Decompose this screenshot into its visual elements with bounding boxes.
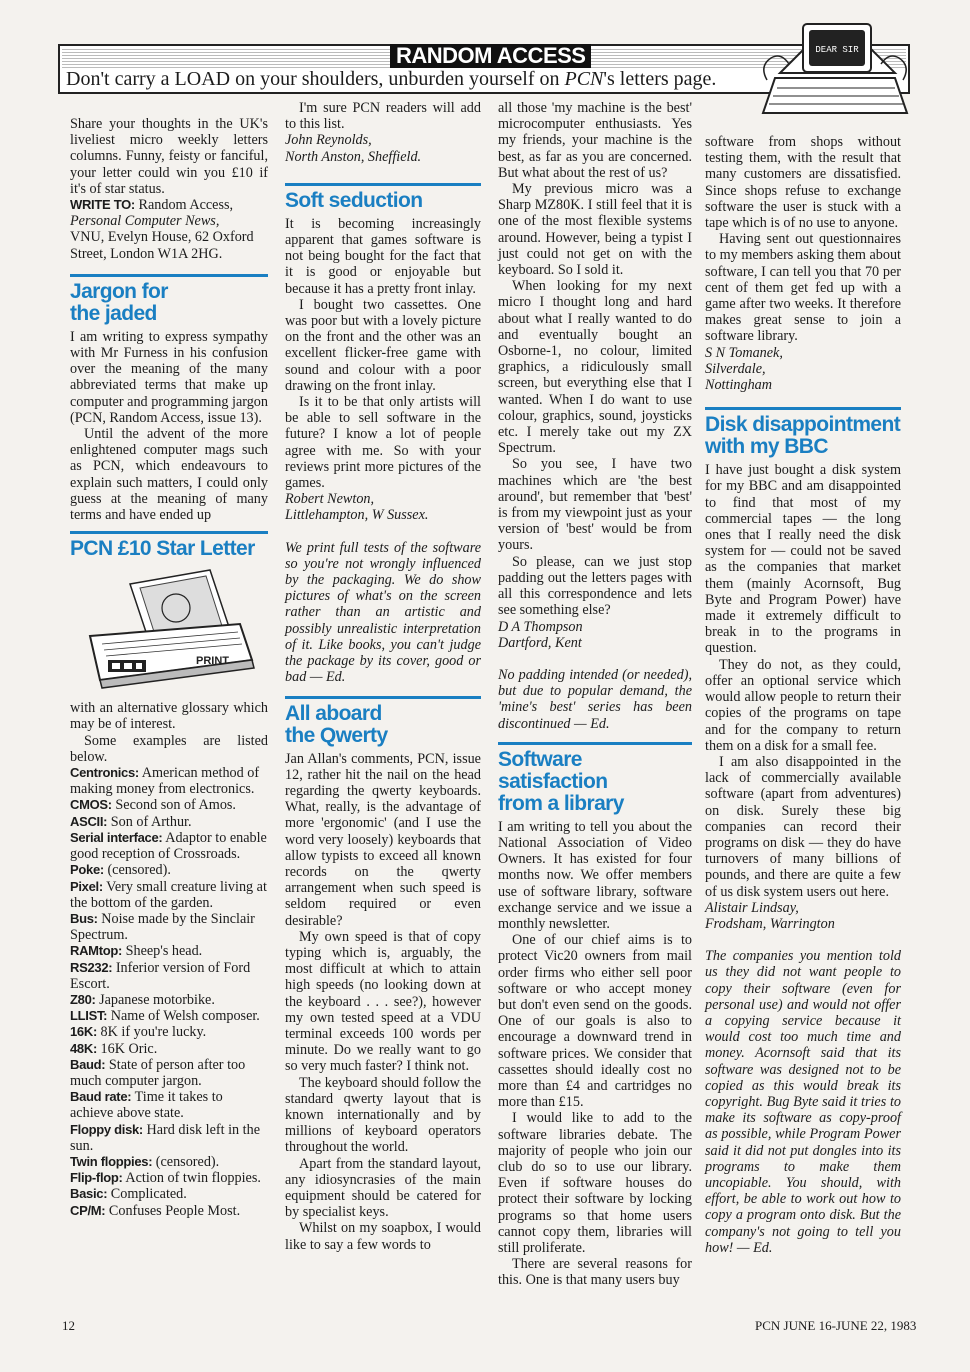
disk-p3: I am also disappointed in the lack of commercially available software (apart from adventures) on disk. Surely these big companies can record their programs on disk — they do have turnovers of many billions of pounds, and there are quite a few of us disk system users out here. [705, 753, 901, 900]
column-2 [285, 100, 481, 1253]
glossary-item: Z80: Japanese motorbike. [70, 991, 215, 1008]
qwerty-p5: Whilst on my soapbox, I would like to say a few words to [285, 1220, 481, 1253]
signature-name: S N Tomanek, [705, 344, 783, 361]
glossary-item: Serial interface: Adaptor to enable good reception of Crossroads. [70, 829, 267, 863]
glossary-item: Basic: Complicated. [70, 1186, 187, 1203]
heading-soft-seduction: Soft seduction [285, 188, 423, 212]
editor-reply: The companies you mention told us they did not want people to copy their software (even for personal use) and would not offer a copying service because it would cost too much time and money. Acornsoft said that its software was designed not to be copied as this would break its copyright. Bug Byte said it tries to make its software as copy-proof as possible, while Program Power said it did not put dongles into its programs to make them uncopiable. You should, with effort, be able to work out how to copy a program onto disk. But the company's not going to tell you how! — Ed. [705, 948, 901, 1256]
heading-jargon: Jargon for the jaded [70, 279, 168, 325]
rule [285, 696, 481, 699]
best-p1: all those 'my machine is the best' microcomputer enthusiasts. Yes my friends, your machine is the best, as far as you are concerned. But what about the rest of us? [498, 100, 692, 181]
signature-name: Robert Newton, [285, 491, 375, 508]
section-subtitle: Don't carry a LOAD on your shoulders, unburden yourself on PCN's letters page. [66, 68, 717, 90]
library-p3: I would like to add to the software libraries debate. The majority of people who join our club do so to use our library. Even if software houses do protect their software by locking programs so that home users cannot copy them, libraries will still proliferate. [498, 1110, 692, 1256]
star-p1: with an alternative glossary which may be of interest. [70, 700, 268, 733]
signature-name: D A Thompson [498, 618, 583, 635]
star-p2: Some examples are listed below. [70, 732, 268, 765]
soft-p3: Is it to be that only artists will be able to sell software in the future? I know a lot of people agree with me. So with your reviews print more pictures of the games. [285, 394, 481, 492]
qwerty-p2: My own speed is that of copy typing which is, arguably, the most difficult at which to attain high speeds (no looking down at the keyboard . . . see?), however my own tested speed at a VDU terminal exceeds 100 words per minute. Do we really want to go so very much faster? I think not. [285, 928, 481, 1075]
section-title: RANDOM ACCESS [390, 44, 591, 68]
star-continuation: I'm sure PCN readers will add to this list. [285, 100, 481, 133]
column-3 [498, 100, 692, 1289]
glossary-list [70, 765, 268, 1219]
library-cont-p1: software from shops without testing them, with the result that many customers are dissatisfied. Since shops refuse to exchange software the user is stuck with a tape which is of no use to anyone. [705, 134, 901, 232]
best-p3: When looking for my next micro I thought long and hard about what I really wanted to do and eventually bought an Osborne-1, no colour, limited graphics, a ridiculously small screen, but everything else that I wanted. When I do want to use colour, graphics, sound, joysticks etc. I merely take out my ZX Spectrum. [498, 278, 692, 457]
signature-name: John Reynolds, [285, 132, 372, 149]
soft-p2: I bought two cassettes. One was poor but with a lovely picture on the front and the other was an excellent flicker-free game with sound and colour with a poor drawing on the front inlay. [285, 296, 481, 394]
glossary-item: Baud: State of person after too much computer jargon. [70, 1056, 246, 1089]
signature-place: Frodsham, Warrington [705, 915, 835, 932]
soft-p1: It is becoming increasingly apparent that games software is not being bought for the fact that it is good or enjoyable but because it has a pretty front inlay. [285, 215, 481, 297]
glossary-item: Poke: (censored). [70, 862, 171, 879]
rule [70, 531, 268, 534]
column-1 [70, 100, 268, 1219]
printer-illustration [70, 564, 268, 694]
column-4 [705, 134, 901, 1256]
signature-place: Dartford, Kent [498, 634, 582, 651]
glossary-item: Centronics: American method of making money from electronics. [70, 765, 260, 798]
signature-place: North Anston, Sheffield. [285, 148, 422, 165]
heading-qwerty: All aboard the Qwerty [285, 701, 388, 747]
rule [285, 183, 481, 186]
glossary-item: ASCII: Son of Arthur. [70, 813, 192, 830]
rule [705, 407, 901, 410]
glossary-item: Twin floppies: (censored). [70, 1153, 220, 1170]
rule [70, 274, 268, 277]
screen-text: DEAR SIR [815, 45, 859, 55]
signature-place: Silverdale, [705, 360, 766, 377]
library-p2: One of our chief aims is to protect Vic20 owners from mail order firms who either sell poor software or who accept money but don't even send on the goods. One of our goals is also to encourage a downward trend in software prices. We consider that cassettes should ideally cost no more than £4 and cartridges no more than £15. [498, 932, 692, 1111]
heading-disk-disappointment: Disk disappointment with my BBC [705, 413, 901, 459]
printer-label: PRINT [196, 655, 229, 668]
library-cont-p2: Having sent out questionnaires to my members asking them about software, I can tell you that 70 per cent of them get fed up with a game after two weeks. It therefore makes great sense to join a software library. [705, 231, 901, 345]
glossary-item: 16K: 8K if you're lucky. [70, 1024, 207, 1041]
computer-illustration [755, 18, 915, 128]
editor-reply: No padding intended (or needed), but due to popular demand, the 'mine's best' series has been discontinued — Ed. [498, 666, 692, 732]
signature-name: Alistair Lindsay, [705, 899, 799, 916]
jargon-p1: I am writing to express sympathy with Mr Furness in his confusion over the meaning of the many abbreviated terms that make up computer and programming jargon (PCN, Random Access, issue 13). [70, 328, 268, 426]
glossary-item: RS232: Inferior version of Ford Escort. [70, 959, 251, 992]
rule [498, 742, 692, 745]
qwerty-p4: Apart from the standard layout, any idiosyncrasies of the main equipment should be catered for by specialist keys. [285, 1155, 481, 1221]
issue-date: PCN JUNE 16-JUNE 22, 1983 [755, 1318, 917, 1333]
library-p4: There are several reasons for this. One is that many users buy [498, 1256, 692, 1289]
qwerty-p3: The keyboard should follow the standard qwerty layout that is known internationally and by millions of keyboard operators throughout the world. [285, 1074, 481, 1156]
glossary-item: Baud rate: Time it takes to achieve above state. [70, 1089, 223, 1122]
qwerty-p1: Jan Allan's comments, PCN, issue 12, rather hit the nail on the head regarding the qwerty keyboards. What, really, is the advantage of more 'ergonomic' (and I use the word very loosely) keyboards that allow typists to exceed all known records on the qwerty arrangement when such speed is seldom required or even desirable? [285, 750, 481, 929]
glossary-item: CP/M: Confuses People Most. [70, 1202, 241, 1219]
glossary-item: RAMtop: Sheep's head. [70, 943, 203, 960]
best-p4: So you see, I have two machines which are 'the best around', but remember that 'best' is from my viewpoint just as your version of 'best' would be from yours. [498, 456, 692, 554]
heading-software-satisfaction: Software satisfaction from a library [498, 747, 624, 815]
signature-place: Nottingham [705, 377, 773, 394]
heading-star-letter: PCN £10 Star Letter [70, 537, 255, 561]
glossary-item: Flip-flop: Action of twin floppies. [70, 1170, 261, 1187]
glossary-item: CMOS: Second son of Amos. [70, 797, 236, 814]
glossary-item: Pixel: Very small creature living at the bottom of the garden. [70, 878, 267, 911]
jargon-p2: Until the advent of the more enlightened computer mags such as PCN, which endeavours to explain such matters, I could only guess at the meaning of many terms and have ended up [70, 426, 268, 524]
editor-reply: We print full tests of the software so you're not wrongly influenced by the packaging. We do show pictures of what's on the screen rather than an artistic and possibly unrealistic interpretation of it. Like books, you can't judge the package by its cover, good or bad — Ed. [285, 539, 481, 686]
best-p2: My previous micro was a Sharp MZ80K. I still feel that it is one of the most flexible systems around. However, being a typist I just could not get on with the keyboard. So I sold it. [498, 181, 692, 279]
glossary-item: Floppy disk: Hard disk left in the sun. [70, 1121, 260, 1154]
write-to-address: WRITE TO: Random Access, Personal Computer News, VNU, Evelyn House, 62 Oxford Street, London W1A 2HG. [70, 197, 254, 262]
glossary-item: 48K: 16K Oric. [70, 1040, 158, 1057]
signature-place: Littlehampton, W Sussex. [285, 507, 429, 524]
disk-p2: They do not, as they could, offer an optional service which would allow people to return their copies of the programs on tape and for the company to return them on a disk for a small fee. [705, 656, 901, 754]
page-number: 12 [62, 1318, 75, 1333]
disk-p1: I have just bought a disk system for my BBC and am disappointed to find that most of my commercial tapes — the long ones that I really need the disk system for — could not be saved as the companies that market them (mainly Acornsoft, Bug Byte and Program Power) have made it extremely difficult to break in to the programs in question. [705, 462, 901, 657]
glossary-item: Bus: Noise made by the Sinclair Spectrum. [70, 910, 255, 944]
library-p1: I am writing to tell you about the National Association of Video Owners. It has existed for four months now. We offer members use of software library, software exchange service and we issue a monthly newsletter. [498, 818, 692, 932]
glossary-item: LLIST: Name of Welsh composer. [70, 1008, 260, 1025]
intro-text: Share your thoughts in the UK's liveliest micro weekly letters columns. Funny, feisty or fanciful, your letter could win you £10 if it's of star status. [70, 116, 268, 197]
best-p5: So please, can we just stop padding out the letters pages with all this correspondence and lets see something else? [498, 553, 692, 619]
